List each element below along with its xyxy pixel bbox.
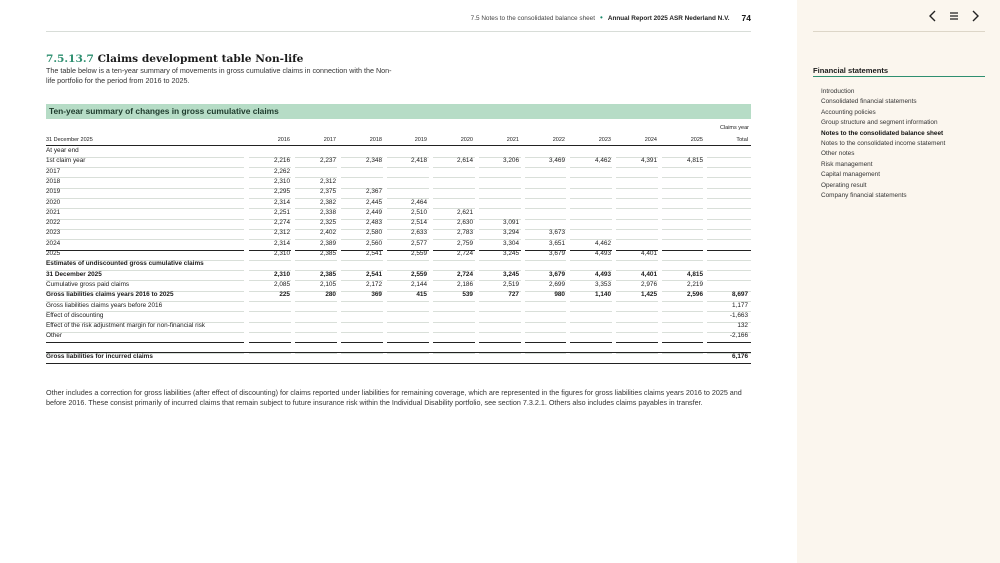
- table-cell: 4,401: [641, 270, 657, 278]
- row-divider: [525, 311, 566, 312]
- row-divider: [616, 301, 658, 302]
- row-divider: [662, 322, 703, 323]
- table-cell: 4,391: [641, 157, 657, 165]
- table-cell: 2,759: [457, 239, 473, 247]
- table-cell: 2,724: [457, 270, 473, 278]
- row-divider: [525, 198, 566, 199]
- table-cell: 2,144: [411, 280, 427, 288]
- row-divider: [479, 311, 521, 312]
- row-divider: [570, 219, 612, 220]
- row-divider: [249, 342, 291, 343]
- row-divider: [525, 219, 566, 220]
- table-cell: 2,621: [457, 208, 473, 216]
- row-divider: [707, 177, 751, 178]
- row-label: Effect of discounting: [46, 311, 104, 319]
- column-header: 2020: [460, 137, 473, 143]
- section-heading: [46, 53, 303, 65]
- panel-menu-item[interactable]: Consolidated financial statements: [821, 98, 917, 106]
- row-divider: [616, 322, 658, 323]
- panel-menu-item[interactable]: Introduction: [821, 88, 855, 95]
- row-divider: [662, 177, 703, 178]
- row-divider: [662, 332, 703, 333]
- row-divider: [46, 239, 244, 240]
- table-cell: 2,418: [411, 157, 427, 165]
- row-divider: [341, 342, 383, 343]
- column-header: 2017: [323, 137, 336, 143]
- page-header: [46, 0, 751, 32]
- table-cell: 2,216: [274, 157, 290, 165]
- table-cell: 2,402: [320, 229, 336, 237]
- row-divider: [479, 322, 521, 323]
- row-divider: [46, 208, 244, 209]
- row-divider: [295, 311, 337, 312]
- table-cell: 2,614: [457, 157, 473, 165]
- intro-paragraph: The table below is a ten-year summary of movements in gross cumulative claims in connection with the Non-life portfolio for the period from 2016 to 2025.: [46, 66, 392, 86]
- row-divider: [525, 301, 566, 302]
- table-cell: 1,425: [641, 291, 657, 299]
- row-divider: [387, 332, 429, 333]
- row-divider: [295, 322, 337, 323]
- row-label: Estimates of undiscounted gross cumulative claims: [46, 260, 204, 268]
- column-header: 2022: [552, 137, 565, 143]
- row-label: 2025: [46, 250, 61, 257]
- row-divider: [525, 208, 566, 209]
- table-cell: 2,630: [457, 219, 473, 227]
- table-cell: 2,325: [320, 219, 336, 227]
- table-cell: 2,519: [503, 280, 519, 288]
- row-label: 2019: [46, 188, 61, 196]
- row-divider: [662, 167, 703, 168]
- table-cell: 2,262: [274, 167, 290, 175]
- table-cell: 2,237: [320, 157, 336, 165]
- row-divider: [46, 332, 244, 333]
- table-cell: 3,245: [503, 250, 519, 257]
- table-cell: 4,815: [687, 157, 703, 165]
- panel-menu: [821, 87, 945, 201]
- table-cell: 2,310: [274, 270, 290, 278]
- row-label: 31 December 2025: [46, 270, 102, 278]
- row-label: Gross liabilities for incurred claims: [46, 353, 153, 360]
- row-divider: [707, 208, 751, 209]
- table-footnote: Other includes a correction for gross liabilities (after effect of discounting) for claims reported under liabilities for remaining coverage, which are represented in the figures for gross liabilities claims years 2016 to 2025 and before 2016. These consist primarily of incurred claims that remain subject to future insurance risk within the Individual Disability portfolio, see section 7.3.2.1. Others also includes claims payables in transfer.: [46, 388, 742, 408]
- table-cell: 1,140: [595, 291, 611, 299]
- table-cell: 4,493: [595, 250, 611, 257]
- table-cell: 727: [508, 291, 519, 299]
- table-bottom-rule: [46, 363, 751, 364]
- row-divider: [249, 311, 291, 312]
- row-divider: [387, 177, 429, 178]
- table-cell: 2,976: [641, 280, 657, 288]
- row-label: Other: [46, 332, 62, 340]
- row-divider: [249, 301, 291, 302]
- row-divider: [525, 167, 566, 168]
- row-divider: [616, 332, 658, 333]
- table-cell: 2,312: [274, 229, 290, 237]
- row-divider: [295, 301, 337, 302]
- row-divider: [707, 219, 751, 220]
- row-divider: [707, 229, 751, 230]
- table-cell: 6,176: [732, 353, 748, 360]
- row-divider: [570, 208, 612, 209]
- table-cell: 2,314: [274, 198, 290, 206]
- row-divider: [662, 239, 703, 240]
- row-divider: [433, 260, 475, 261]
- table-cell: 2,699: [549, 280, 565, 288]
- row-divider: [479, 208, 521, 209]
- panel-title-underline: [813, 76, 985, 77]
- row-divider: [707, 239, 751, 240]
- table-cell: 2,559: [411, 270, 427, 278]
- table-cell: 2,375: [320, 188, 336, 196]
- row-divider: [662, 208, 703, 209]
- table-cell: 2,577: [411, 239, 427, 247]
- panel-menu-item[interactable]: Accounting policies: [821, 108, 876, 116]
- table-cell: 2,559: [411, 250, 427, 257]
- row-divider: [662, 301, 703, 302]
- table-cell: 2,389: [320, 239, 336, 247]
- table-cell: 2,295: [274, 188, 290, 196]
- row-divider: [433, 332, 475, 333]
- row-label: 2022: [46, 219, 61, 227]
- row-label: Gross liabilities claims years 2016 to 2025: [46, 291, 174, 299]
- table-cell: 2,251: [274, 208, 290, 216]
- row-label: 2023: [46, 229, 61, 237]
- row-divider: [46, 229, 244, 230]
- table-cell: 2,580: [366, 229, 382, 237]
- row-divider: [525, 260, 566, 261]
- row-divider: [341, 332, 383, 333]
- table-date-label: 31 December 2025: [46, 137, 93, 143]
- breadcrumb-section[interactable]: 7.5 Notes to the consolidated balance sheet: [470, 14, 596, 22]
- row-divider: [707, 188, 751, 189]
- table-cell: 3,245: [503, 270, 519, 278]
- table-cell: 2,541: [366, 270, 382, 278]
- table-cell: 2,445: [366, 198, 382, 206]
- row-divider: [570, 188, 612, 189]
- breadcrumb: [471, 13, 751, 23]
- table-cell: 2,385: [320, 250, 336, 257]
- column-header: 2018: [369, 137, 382, 143]
- row-divider: [433, 167, 475, 168]
- row-divider: [525, 322, 566, 323]
- table-cell: 2,338: [320, 208, 336, 216]
- row-divider: [249, 260, 291, 261]
- row-divider: [707, 270, 751, 271]
- row-divider: [479, 177, 521, 178]
- row-divider: [662, 260, 703, 261]
- row-divider: [570, 198, 612, 199]
- table-total-rule: [46, 352, 751, 353]
- row-divider: [387, 311, 429, 312]
- table-cell: 2,596: [687, 291, 703, 299]
- table-cell: 2,514: [411, 219, 427, 227]
- row-divider: [46, 250, 244, 251]
- table-cell: 2,186: [457, 280, 473, 288]
- table-cell: 2,219: [687, 280, 703, 288]
- table-cell: 2,464: [411, 198, 427, 206]
- row-divider: [341, 177, 383, 178]
- chevron-right-icon[interactable]: [968, 9, 982, 23]
- row-divider: [570, 167, 612, 168]
- row-divider: [662, 229, 703, 230]
- row-divider: [570, 311, 612, 312]
- panel-menu-item[interactable]: Operating result: [821, 181, 867, 189]
- table-cell: 3,469: [549, 157, 565, 165]
- table-cell: 280: [325, 291, 336, 299]
- table-cell: 3,304: [503, 239, 519, 247]
- row-divider: [570, 322, 612, 323]
- row-label: 2018: [46, 177, 61, 185]
- table-cell: 3,651: [549, 239, 565, 247]
- row-divider: [479, 260, 521, 261]
- bullet-icon: •: [600, 13, 603, 22]
- navigation-panel: [797, 0, 1000, 563]
- row-divider: [341, 311, 383, 312]
- column-header: 2021: [506, 137, 519, 143]
- row-divider: [387, 342, 429, 343]
- row-divider: [295, 260, 337, 261]
- table-cell: 2,312: [320, 177, 336, 185]
- row-divider: [662, 250, 703, 251]
- row-divider: [616, 311, 658, 312]
- table-cell: 1,177: [732, 301, 748, 309]
- row-label: 1st claim year: [46, 157, 86, 165]
- table-cell: 4,401: [641, 250, 657, 257]
- table-cell: 2,483: [366, 219, 382, 227]
- row-divider: [525, 188, 566, 189]
- row-divider: [616, 342, 658, 343]
- table-cell: 3,673: [549, 229, 565, 237]
- table-cell: 2,541: [366, 250, 382, 257]
- row-divider: [616, 208, 658, 209]
- column-header: 2024: [644, 137, 657, 143]
- table-cell: 2,172: [366, 280, 382, 288]
- panel-divider: [813, 31, 985, 32]
- table-cell: 2,382: [320, 198, 336, 206]
- row-divider: [707, 167, 751, 168]
- row-divider: [662, 342, 703, 343]
- panel-menu-item[interactable]: Notes to the consolidated balance sheet: [821, 129, 944, 137]
- row-divider: [616, 260, 658, 261]
- row-divider: [341, 167, 383, 168]
- row-label: Effect of the risk adjustment margin for non-financial risk: [46, 322, 206, 330]
- row-label: 2020: [46, 198, 61, 206]
- table-cell: 8,697: [732, 291, 748, 299]
- row-divider: [570, 177, 612, 178]
- row-divider: [707, 260, 751, 261]
- row-divider: [46, 177, 244, 178]
- row-divider: [662, 188, 703, 189]
- row-divider: [525, 177, 566, 178]
- table-cell: 2,348: [366, 157, 382, 165]
- panel-title[interactable]: Financial statements: [813, 66, 889, 75]
- row-divider: [707, 198, 751, 199]
- table-cell: 2,367: [366, 188, 382, 196]
- row-divider: [525, 342, 566, 343]
- row-divider: [525, 332, 566, 333]
- row-divider: [295, 332, 337, 333]
- row-divider: [387, 260, 429, 261]
- row-divider: [249, 322, 291, 323]
- row-divider: [433, 301, 475, 302]
- table-cell: -1,663: [729, 311, 748, 319]
- table-cell: 132: [737, 322, 748, 330]
- row-divider: [295, 167, 337, 168]
- table-cell: 2,510: [411, 208, 427, 216]
- table-cell: 2,274: [274, 219, 290, 227]
- row-divider: [46, 342, 244, 343]
- table-cell: 369: [371, 291, 382, 299]
- row-divider: [707, 342, 751, 343]
- table-cell: 225: [279, 291, 290, 299]
- row-divider: [479, 188, 521, 189]
- table-cell: 2,105: [320, 280, 336, 288]
- panel-menu-item[interactable]: Group structure and segment information: [821, 119, 938, 127]
- row-divider: [570, 332, 612, 333]
- row-divider: [479, 332, 521, 333]
- row-divider: [433, 342, 475, 343]
- panel-menu-item[interactable]: Other notes: [821, 150, 855, 158]
- row-divider: [387, 188, 429, 189]
- row-divider: [662, 198, 703, 199]
- row-divider: [616, 219, 658, 220]
- table-cell: 4,493: [595, 270, 611, 278]
- row-divider: [479, 342, 521, 343]
- row-divider: [707, 280, 751, 281]
- row-label: At year end: [46, 147, 79, 154]
- report-title: Annual Report 2025 ASR Nederland N.V.: [607, 14, 730, 22]
- table-cell: 2,449: [366, 208, 382, 216]
- row-divider: [433, 311, 475, 312]
- table-cell: 2,310: [274, 250, 290, 257]
- table-title: Ten-year summary of changes in gross cumulative claims: [46, 104, 751, 119]
- row-divider: [433, 188, 475, 189]
- claims-year-label: Claims year: [719, 125, 749, 131]
- table-cell: 2,085: [274, 280, 290, 288]
- section-number: 7.5.13.7: [46, 53, 94, 65]
- table-cell: 2,783: [457, 229, 473, 237]
- row-divider: [387, 301, 429, 302]
- table-cell: 4,462: [595, 157, 611, 165]
- table-cell: 980: [554, 291, 565, 299]
- row-divider: [46, 188, 244, 189]
- row-divider: [616, 167, 658, 168]
- table-cell: 3,206: [503, 157, 519, 165]
- column-header: Total: [736, 137, 748, 143]
- row-label: 2024: [46, 239, 61, 247]
- table-cell: 2,560: [366, 239, 382, 247]
- row-divider: [479, 198, 521, 199]
- table-cell: 2,385: [320, 270, 336, 278]
- row-divider: [616, 188, 658, 189]
- page-number: 74: [741, 13, 751, 23]
- hamburger-menu-icon[interactable]: [947, 9, 961, 23]
- table-cell: 3,679: [549, 270, 565, 278]
- row-divider: [616, 229, 658, 230]
- row-divider: [616, 177, 658, 178]
- row-divider: [433, 322, 475, 323]
- table-header-row: [46, 135, 751, 146]
- row-label: 2021: [46, 208, 61, 216]
- column-header: 2019: [414, 137, 427, 143]
- chevron-left-icon[interactable]: [926, 9, 940, 23]
- table-cell: -2,166: [729, 332, 748, 340]
- row-label: Gross liabilities claims years before 2016: [46, 301, 163, 309]
- panel-menu-item[interactable]: Notes to the consolidated income statement: [821, 140, 946, 148]
- row-divider: [433, 198, 475, 199]
- row-divider: [570, 342, 612, 343]
- table-cell: 3,091: [503, 219, 519, 227]
- row-divider: [433, 177, 475, 178]
- table-cell: 4,462: [595, 239, 611, 247]
- row-divider: [387, 167, 429, 168]
- table-cell: 4,815: [687, 270, 703, 278]
- section-title: Claims development table Non-life: [97, 53, 304, 65]
- row-divider: [479, 301, 521, 302]
- row-divider: [249, 332, 291, 333]
- row-divider: [341, 260, 383, 261]
- row-divider: [662, 219, 703, 220]
- table-cell: 2,724: [457, 250, 473, 257]
- table-cell: 3,294: [503, 229, 519, 237]
- row-divider: [46, 198, 244, 199]
- row-divider: [570, 301, 612, 302]
- row-divider: [616, 198, 658, 199]
- table-cell: 2,314: [274, 239, 290, 247]
- row-divider: [707, 157, 751, 158]
- table-cell: 2,633: [411, 229, 427, 237]
- column-header: 2023: [598, 137, 611, 143]
- row-label: Cumulative gross paid claims: [46, 280, 130, 288]
- row-divider: [387, 322, 429, 323]
- table-cell: 3,679: [549, 250, 565, 257]
- row-divider: [570, 229, 612, 230]
- row-divider: [662, 311, 703, 312]
- row-divider: [341, 322, 383, 323]
- row-divider: [707, 250, 751, 251]
- column-header: 2025: [690, 137, 703, 143]
- row-divider: [616, 239, 658, 240]
- column-header: 2016: [277, 137, 290, 143]
- row-divider: [570, 260, 612, 261]
- row-divider: [46, 219, 244, 220]
- row-divider: [479, 167, 521, 168]
- row-divider: [341, 301, 383, 302]
- panel-menu-item[interactable]: Risk management: [821, 160, 873, 168]
- row-label: 2017: [46, 167, 61, 175]
- row-divider: [46, 167, 244, 168]
- row-divider: [295, 342, 337, 343]
- table-cell: 539: [462, 291, 473, 299]
- panel-menu-item[interactable]: Company financial statements: [821, 192, 907, 200]
- table-cell: 2,310: [274, 177, 290, 185]
- table-cell: 3,353: [595, 280, 611, 288]
- table-cell: 415: [416, 291, 427, 299]
- panel-menu-item[interactable]: Capital management: [821, 171, 880, 179]
